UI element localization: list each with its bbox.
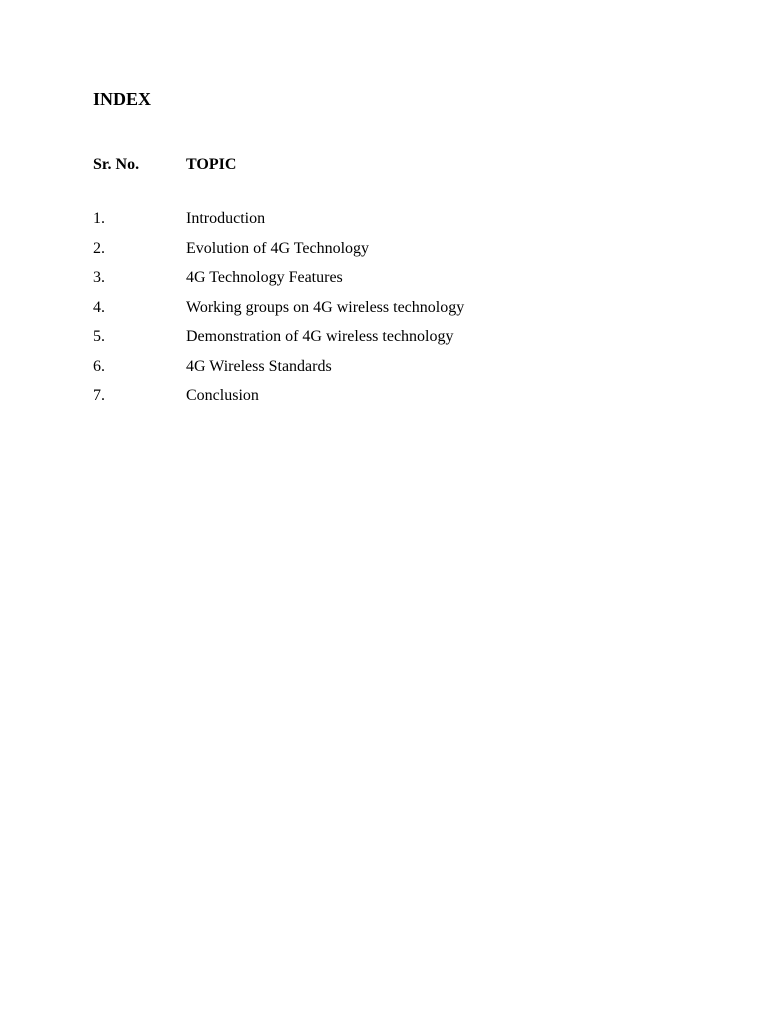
- index-row-number: 6.: [93, 357, 105, 375]
- sr-no-column-header: Sr. No.: [93, 156, 140, 173]
- index-row-number: 1.: [93, 210, 105, 227]
- index-row-topic: 4G Technology Features: [186, 269, 343, 286]
- index-row: [93, 356, 653, 386]
- index-row-topic: Evolution of 4G Technology: [186, 239, 370, 257]
- topic-column-header: TOPIC: [186, 156, 237, 173]
- index-row-number: 2.: [93, 239, 105, 257]
- index-header-row: [93, 154, 653, 176]
- index-row: [93, 326, 653, 356]
- index-row: [93, 238, 653, 268]
- index-row-topic: Introduction: [186, 210, 266, 227]
- index-row-number: 3.: [93, 269, 105, 286]
- index-row-number: 5.: [93, 328, 105, 345]
- index-list: [93, 208, 653, 415]
- index-row: [93, 208, 653, 238]
- index-row: [93, 297, 653, 327]
- index-row-topic: Demonstration of 4G wireless technology: [186, 328, 454, 345]
- index-row-topic: 4G Wireless Standards: [186, 357, 332, 375]
- index-row-topic: Working groups on 4G wireless technology: [186, 298, 465, 316]
- index-row-number: 4.: [93, 298, 105, 316]
- index-row: [93, 385, 653, 415]
- index-row: [93, 267, 653, 297]
- page-title: INDEX: [93, 89, 152, 109]
- index-row-number: 7.: [93, 387, 105, 404]
- index-row-topic: Conclusion: [186, 387, 259, 404]
